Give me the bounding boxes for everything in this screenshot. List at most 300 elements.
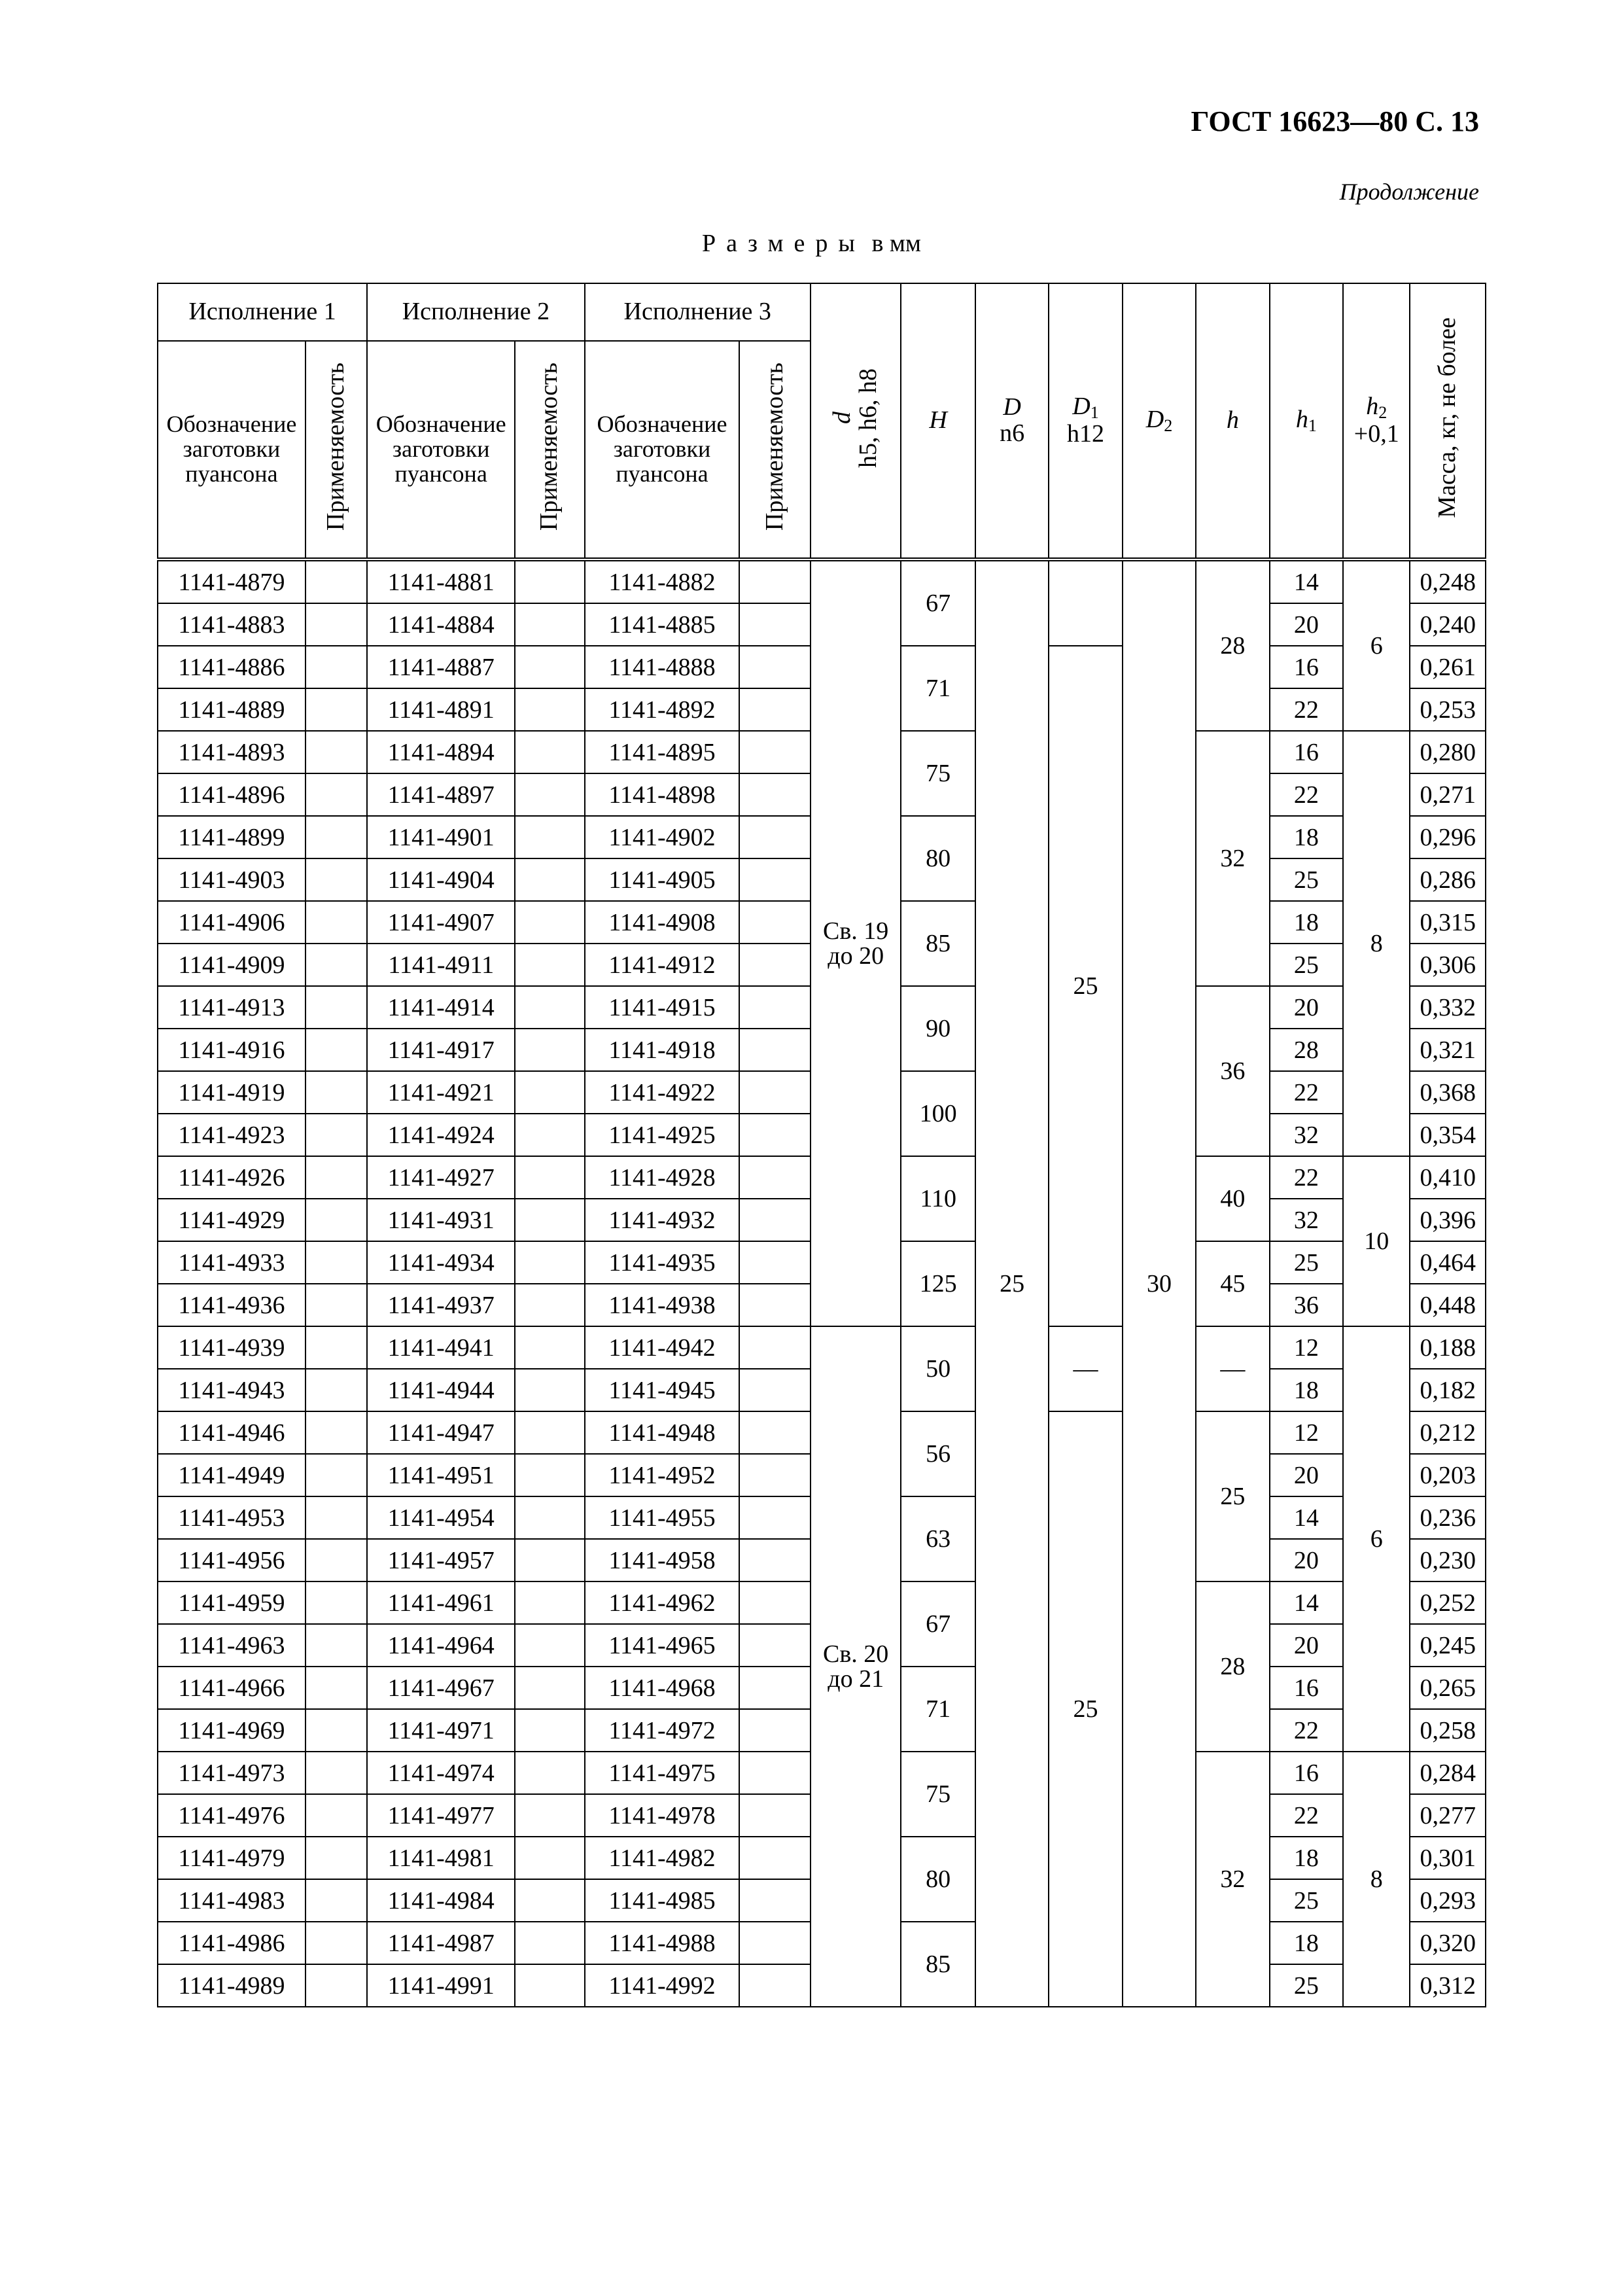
designation-1-cell: 1141-4889	[158, 688, 305, 731]
applicability-1-cell	[305, 1114, 367, 1156]
designation-1-cell: 1141-4959	[158, 1581, 305, 1624]
designation-1-cell: 1141-4919	[158, 1071, 305, 1114]
H-cell: 90	[901, 986, 975, 1071]
h1-cell: 22	[1270, 1071, 1343, 1114]
h1-cell: 25	[1270, 1879, 1343, 1922]
H-cell: 67	[901, 1581, 975, 1667]
header-H-symbol: H	[929, 406, 947, 434]
applicability-1-cell	[305, 1369, 367, 1411]
header-execution-2: Исполнение 2	[367, 283, 584, 341]
designation-1-cell: 1141-4893	[158, 731, 305, 773]
mass-cell: 0,284	[1410, 1752, 1486, 1794]
designation-1-cell: 1141-4883	[158, 603, 305, 646]
header-applicability-1-text: Применяемость	[322, 362, 350, 531]
applicability-3-cell	[739, 1029, 810, 1071]
applicability-3-cell	[739, 1114, 810, 1156]
designation-3-cell: 1141-4888	[585, 646, 740, 688]
designation-2-cell: 1141-4964	[367, 1624, 515, 1667]
designation-1-cell: 1141-4926	[158, 1156, 305, 1199]
designation-3-cell: 1141-4942	[585, 1326, 740, 1369]
H-cell: 56	[901, 1411, 975, 1496]
designation-3-cell: 1141-4905	[585, 858, 740, 901]
designation-1-cell: 1141-4989	[158, 1964, 305, 2007]
applicability-3-cell	[739, 731, 810, 773]
applicability-3-cell	[739, 773, 810, 816]
H-cell: 75	[901, 731, 975, 816]
designation-3-cell: 1141-4895	[585, 731, 740, 773]
applicability-2-cell	[515, 1539, 584, 1581]
designation-3-cell: 1141-4962	[585, 1581, 740, 1624]
H-cell: 50	[901, 1326, 975, 1411]
applicability-2-cell	[515, 1496, 584, 1539]
mass-cell: 0,212	[1410, 1411, 1486, 1454]
mass-cell: 0,271	[1410, 773, 1486, 816]
applicability-2-cell	[515, 1241, 584, 1284]
h1-cell: 20	[1270, 986, 1343, 1029]
applicability-1-cell	[305, 559, 367, 603]
applicability-2-cell	[515, 603, 584, 646]
h1-cell: 25	[1270, 1964, 1343, 2007]
designation-1-cell: 1141-4936	[158, 1284, 305, 1326]
h1-cell: 18	[1270, 1369, 1343, 1411]
applicability-3-cell	[739, 1241, 810, 1284]
designation-3-cell: 1141-4935	[585, 1241, 740, 1284]
designation-1-cell: 1141-4969	[158, 1709, 305, 1752]
header-D-symbol: D	[1003, 393, 1021, 421]
header-h2	[1343, 283, 1410, 559]
applicability-3-cell	[739, 1709, 810, 1752]
units-tail: в мм	[871, 230, 921, 257]
designation-3-cell: 1141-4945	[585, 1369, 740, 1411]
applicability-2-cell	[515, 1114, 584, 1156]
H-cell: 80	[901, 816, 975, 901]
h-cell: 40	[1196, 1156, 1269, 1241]
header-D1-subscript: 1	[1090, 402, 1099, 422]
mass-cell: 0,354	[1410, 1114, 1486, 1156]
designation-2-cell: 1141-4947	[367, 1411, 515, 1454]
designation-1-cell: 1141-4979	[158, 1837, 305, 1879]
h1-cell: 28	[1270, 1029, 1343, 1071]
designation-1-cell: 1141-4953	[158, 1496, 305, 1539]
table-row	[158, 559, 1486, 603]
designation-3-cell: 1141-4885	[585, 603, 740, 646]
applicability-2-cell	[515, 1964, 584, 2007]
applicability-1-cell	[305, 1156, 367, 1199]
mass-cell: 0,301	[1410, 1837, 1486, 1879]
applicability-1-cell	[305, 1624, 367, 1667]
applicability-3-cell	[739, 1922, 810, 1964]
applicability-3-cell	[739, 1581, 810, 1624]
h-cell: 25	[1196, 1411, 1269, 1581]
designation-2-cell: 1141-4937	[367, 1284, 515, 1326]
h2-cell: 10	[1343, 1156, 1410, 1326]
applicability-2-cell	[515, 688, 584, 731]
mass-cell: 0,368	[1410, 1071, 1486, 1114]
D1-cell	[1049, 559, 1122, 646]
applicability-3-cell	[739, 646, 810, 688]
h1-cell: 22	[1270, 773, 1343, 816]
designation-1-cell: 1141-4943	[158, 1369, 305, 1411]
mass-cell: 0,203	[1410, 1454, 1486, 1496]
h1-cell: 16	[1270, 1667, 1343, 1709]
designation-1-cell: 1141-4909	[158, 944, 305, 986]
h1-cell: 22	[1270, 1794, 1343, 1837]
header-D	[975, 283, 1049, 559]
mass-cell: 0,464	[1410, 1241, 1486, 1284]
mass-cell: 0,252	[1410, 1581, 1486, 1624]
designation-2-cell: 1141-4914	[367, 986, 515, 1029]
header-designation-2: Обозначение заготовки пуансона	[367, 341, 515, 559]
h-cell: —	[1196, 1326, 1269, 1411]
mass-cell: 0,296	[1410, 816, 1486, 858]
applicability-2-cell	[515, 1837, 584, 1879]
continuation-label: Продолжение	[1339, 179, 1479, 205]
designation-1-cell: 1141-4879	[158, 559, 305, 603]
designation-1-cell: 1141-4913	[158, 986, 305, 1029]
header-h1-symbol: h	[1295, 405, 1308, 433]
designation-3-cell: 1141-4968	[585, 1667, 740, 1709]
designation-2-cell: 1141-4894	[367, 731, 515, 773]
applicability-2-cell	[515, 1922, 584, 1964]
designation-2-cell: 1141-4891	[367, 688, 515, 731]
mass-cell: 0,248	[1410, 559, 1486, 603]
H-cell: 110	[901, 1156, 975, 1241]
D1-cell: 25	[1049, 646, 1122, 1326]
mass-cell: 0,245	[1410, 1624, 1486, 1667]
header-D2-subscript: 2	[1164, 415, 1173, 435]
applicability-1-cell	[305, 1922, 367, 1964]
applicability-3-cell	[739, 1667, 810, 1709]
applicability-1-cell	[305, 1667, 367, 1709]
designation-2-cell: 1141-4944	[367, 1369, 515, 1411]
header-mass-text: Масса, кг, не более	[1433, 317, 1461, 518]
header-applicability-2-text: Применяемость	[535, 362, 563, 531]
designation-1-cell: 1141-4986	[158, 1922, 305, 1964]
designation-3-cell: 1141-4892	[585, 688, 740, 731]
D1-cell: —	[1049, 1326, 1122, 1411]
applicability-1-cell	[305, 816, 367, 858]
designation-3-cell: 1141-4915	[585, 986, 740, 1029]
designation-2-cell: 1141-4954	[367, 1496, 515, 1539]
applicability-3-cell	[739, 1199, 810, 1241]
D-cell: 25	[975, 559, 1049, 2007]
h-cell: 28	[1196, 559, 1269, 731]
header-d-symbol: d	[828, 412, 856, 425]
applicability-3-cell	[739, 603, 810, 646]
designation-3-cell: 1141-4952	[585, 1454, 740, 1496]
designation-2-cell: 1141-4887	[367, 646, 515, 688]
header-D2	[1123, 283, 1196, 559]
designation-1-cell: 1141-4963	[158, 1624, 305, 1667]
units-word: Размеры	[702, 230, 865, 257]
applicability-3-cell	[739, 1156, 810, 1199]
mass-cell: 0,312	[1410, 1964, 1486, 2007]
designation-3-cell: 1141-4958	[585, 1539, 740, 1581]
h1-cell: 18	[1270, 1837, 1343, 1879]
applicability-1-cell	[305, 1794, 367, 1837]
H-cell: 71	[901, 1667, 975, 1752]
applicability-1-cell	[305, 1454, 367, 1496]
applicability-1-cell	[305, 1964, 367, 2007]
applicability-3-cell	[739, 1964, 810, 2007]
dimensions-table	[157, 283, 1486, 2007]
h1-cell: 16	[1270, 1752, 1343, 1794]
designation-2-cell: 1141-4971	[367, 1709, 515, 1752]
h-cell: 36	[1196, 986, 1269, 1156]
H-cell: 75	[901, 1752, 975, 1837]
applicability-2-cell	[515, 1879, 584, 1922]
applicability-3-cell	[739, 944, 810, 986]
table-row	[158, 1326, 1486, 1369]
applicability-1-cell	[305, 646, 367, 688]
header-mass	[1410, 283, 1486, 559]
H-cell: 85	[901, 901, 975, 986]
designation-2-cell: 1141-4961	[367, 1581, 515, 1624]
applicability-3-cell	[739, 1879, 810, 1922]
designation-1-cell: 1141-4933	[158, 1241, 305, 1284]
applicability-2-cell	[515, 1071, 584, 1114]
designation-2-cell: 1141-4987	[367, 1922, 515, 1964]
applicability-1-cell	[305, 688, 367, 731]
applicability-2-cell	[515, 986, 584, 1029]
designation-1-cell: 1141-4906	[158, 901, 305, 944]
mass-cell: 0,230	[1410, 1539, 1486, 1581]
header-D1-tolerance: h12	[1067, 420, 1105, 448]
designation-2-cell: 1141-4957	[367, 1539, 515, 1581]
header-h2-subscript: 2	[1378, 402, 1387, 422]
designation-1-cell: 1141-4929	[158, 1199, 305, 1241]
designation-2-cell: 1141-4991	[367, 1964, 515, 2007]
applicability-3-cell	[739, 1411, 810, 1454]
mass-cell: 0,236	[1410, 1496, 1486, 1539]
mass-cell: 0,286	[1410, 858, 1486, 901]
designation-1-cell: 1141-4939	[158, 1326, 305, 1369]
H-cell: 80	[901, 1837, 975, 1922]
applicability-1-cell	[305, 1411, 367, 1454]
designation-1-cell: 1141-4916	[158, 1029, 305, 1071]
designation-1-cell: 1141-4949	[158, 1454, 305, 1496]
designation-3-cell: 1141-4965	[585, 1624, 740, 1667]
h1-cell: 14	[1270, 559, 1343, 603]
applicability-3-cell	[739, 1539, 810, 1581]
applicability-1-cell	[305, 603, 367, 646]
header-h2-tolerance: +0,1	[1353, 420, 1399, 448]
mass-cell: 0,306	[1410, 944, 1486, 986]
applicability-3-cell	[739, 1071, 810, 1114]
designation-2-cell: 1141-4931	[367, 1199, 515, 1241]
designation-3-cell: 1141-4988	[585, 1922, 740, 1964]
designation-3-cell: 1141-4978	[585, 1794, 740, 1837]
designation-3-cell: 1141-4922	[585, 1071, 740, 1114]
designation-1-cell: 1141-4923	[158, 1114, 305, 1156]
applicability-2-cell	[515, 858, 584, 901]
applicability-3-cell	[739, 986, 810, 1029]
applicability-3-cell	[739, 1794, 810, 1837]
h1-cell: 32	[1270, 1114, 1343, 1156]
h1-cell: 22	[1270, 1156, 1343, 1199]
D2-cell: 30	[1123, 559, 1196, 2007]
h1-cell: 25	[1270, 1241, 1343, 1284]
designation-1-cell: 1141-4886	[158, 646, 305, 688]
mass-cell: 0,253	[1410, 688, 1486, 731]
designation-2-cell: 1141-4881	[367, 559, 515, 603]
applicability-1-cell	[305, 1539, 367, 1581]
designation-1-cell: 1141-4903	[158, 858, 305, 901]
h-cell: 28	[1196, 1581, 1269, 1752]
applicability-2-cell	[515, 1581, 584, 1624]
header-H	[901, 283, 975, 559]
designation-2-cell: 1141-4934	[367, 1241, 515, 1284]
applicability-3-cell	[739, 858, 810, 901]
applicability-2-cell	[515, 1029, 584, 1071]
header-d	[811, 283, 901, 559]
h1-cell: 36	[1270, 1284, 1343, 1326]
designation-3-cell: 1141-4902	[585, 816, 740, 858]
applicability-1-cell	[305, 1029, 367, 1071]
designation-2-cell: 1141-4984	[367, 1879, 515, 1922]
designation-1-cell: 1141-4983	[158, 1879, 305, 1922]
h1-cell: 25	[1270, 944, 1343, 986]
mass-cell: 0,321	[1410, 1029, 1486, 1071]
designation-2-cell: 1141-4927	[367, 1156, 515, 1199]
designation-1-cell: 1141-4899	[158, 816, 305, 858]
applicability-3-cell	[739, 1454, 810, 1496]
designation-2-cell: 1141-4907	[367, 901, 515, 944]
designation-2-cell: 1141-4924	[367, 1114, 515, 1156]
H-cell: 71	[901, 646, 975, 731]
applicability-3-cell	[739, 1752, 810, 1794]
applicability-1-cell	[305, 858, 367, 901]
header-h-symbol: h	[1226, 406, 1239, 434]
h1-cell: 20	[1270, 1539, 1343, 1581]
header-applicability-3	[739, 341, 810, 559]
applicability-2-cell	[515, 1667, 584, 1709]
header-applicability-1	[305, 341, 367, 559]
designation-3-cell: 1141-4908	[585, 901, 740, 944]
h1-cell: 20	[1270, 1624, 1343, 1667]
designation-2-cell: 1141-4897	[367, 773, 515, 816]
applicability-1-cell	[305, 1837, 367, 1879]
applicability-3-cell	[739, 688, 810, 731]
designation-3-cell: 1141-4955	[585, 1496, 740, 1539]
header-h2-symbol: h	[1366, 392, 1379, 420]
applicability-1-cell	[305, 1879, 367, 1922]
mass-cell: 0,293	[1410, 1879, 1486, 1922]
mass-cell: 0,448	[1410, 1284, 1486, 1326]
designation-2-cell: 1141-4977	[367, 1794, 515, 1837]
mass-cell: 0,277	[1410, 1794, 1486, 1837]
h1-cell: 18	[1270, 816, 1343, 858]
designation-3-cell: 1141-4938	[585, 1284, 740, 1326]
designation-2-cell: 1141-4974	[367, 1752, 515, 1794]
designation-3-cell: 1141-4992	[585, 1964, 740, 2007]
designation-3-cell: 1141-4918	[585, 1029, 740, 1071]
designation-3-cell: 1141-4948	[585, 1411, 740, 1454]
applicability-2-cell	[515, 1199, 584, 1241]
applicability-3-cell	[739, 1369, 810, 1411]
header-D-tolerance: n6	[1000, 419, 1025, 447]
mass-cell: 0,182	[1410, 1369, 1486, 1411]
designation-2-cell: 1141-4911	[367, 944, 515, 986]
designation-2-cell: 1141-4941	[367, 1326, 515, 1369]
designation-3-cell: 1141-4975	[585, 1752, 740, 1794]
h-cell: 45	[1196, 1241, 1269, 1326]
h2-cell: 8	[1343, 1752, 1410, 2007]
h1-cell: 22	[1270, 1709, 1343, 1752]
applicability-1-cell	[305, 1709, 367, 1752]
designation-1-cell: 1141-4896	[158, 773, 305, 816]
applicability-2-cell	[515, 646, 584, 688]
designation-2-cell: 1141-4884	[367, 603, 515, 646]
applicability-3-cell	[739, 1624, 810, 1667]
applicability-2-cell	[515, 1454, 584, 1496]
header-execution-3: Исполнение 3	[585, 283, 811, 341]
applicability-3-cell	[739, 559, 810, 603]
applicability-1-cell	[305, 773, 367, 816]
header-designation-3: Обозначение заготовки пуансона	[585, 341, 740, 559]
designation-3-cell: 1141-4898	[585, 773, 740, 816]
h1-cell: 18	[1270, 1922, 1343, 1964]
designation-3-cell: 1141-4928	[585, 1156, 740, 1199]
designation-2-cell: 1141-4904	[367, 858, 515, 901]
designation-1-cell: 1141-4973	[158, 1752, 305, 1794]
applicability-3-cell	[739, 816, 810, 858]
applicability-2-cell	[515, 1709, 584, 1752]
designation-3-cell: 1141-4972	[585, 1709, 740, 1752]
mass-cell: 0,315	[1410, 901, 1486, 944]
applicability-1-cell	[305, 986, 367, 1029]
applicability-1-cell	[305, 1241, 367, 1284]
h1-cell: 20	[1270, 1454, 1343, 1496]
mass-cell: 0,332	[1410, 986, 1486, 1029]
header-applicability-3-text: Применяемость	[760, 362, 788, 531]
header-d-tolerance: h5, h6, h8	[854, 368, 882, 468]
applicability-2-cell	[515, 1156, 584, 1199]
units-caption	[0, 229, 1623, 258]
d-cell: Св. 19 до 20	[811, 559, 901, 1326]
applicability-2-cell	[515, 944, 584, 986]
applicability-1-cell	[305, 901, 367, 944]
h2-cell: 8	[1343, 731, 1410, 1156]
applicability-2-cell	[515, 1369, 584, 1411]
header-D1-symbol: D	[1072, 392, 1091, 420]
applicability-1-cell	[305, 1071, 367, 1114]
d-cell: Св. 20 до 21	[811, 1326, 901, 2007]
table-body	[158, 559, 1486, 2007]
header-D1	[1049, 283, 1122, 559]
mass-cell: 0,258	[1410, 1709, 1486, 1752]
h-cell: 32	[1196, 1752, 1269, 2007]
h1-cell: 20	[1270, 603, 1343, 646]
D1-cell: 25	[1049, 1411, 1122, 2007]
applicability-3-cell	[739, 901, 810, 944]
applicability-3-cell	[739, 1284, 810, 1326]
designation-1-cell: 1141-4946	[158, 1411, 305, 1454]
mass-cell: 0,265	[1410, 1667, 1486, 1709]
designation-2-cell: 1141-4981	[367, 1837, 515, 1879]
h-cell: 32	[1196, 731, 1269, 986]
applicability-2-cell	[515, 1284, 584, 1326]
applicability-1-cell	[305, 1752, 367, 1794]
designation-1-cell: 1141-4966	[158, 1667, 305, 1709]
h1-cell: 16	[1270, 731, 1343, 773]
h1-cell: 25	[1270, 858, 1343, 901]
mass-cell: 0,410	[1410, 1156, 1486, 1199]
H-cell: 125	[901, 1241, 975, 1326]
applicability-2-cell	[515, 731, 584, 773]
applicability-3-cell	[739, 1837, 810, 1879]
header-D2-symbol: D	[1145, 405, 1164, 433]
